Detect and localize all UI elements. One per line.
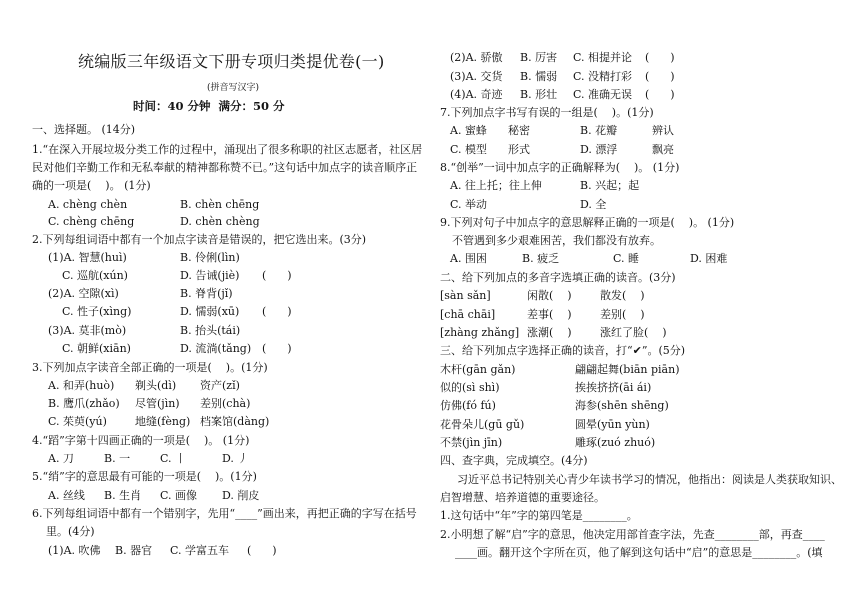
option: C. 巡航(xún) bbox=[62, 269, 128, 282]
option: B. 疲乏 bbox=[522, 252, 560, 265]
option: C. 茱萸(yú) bbox=[48, 415, 107, 428]
option: C. 朝鲜(xiān) bbox=[62, 342, 131, 355]
option: D. 丿 bbox=[222, 452, 249, 465]
pronunciation-item: 圆晕(yūn yùn) bbox=[575, 418, 650, 431]
option-word: 秘密 bbox=[508, 124, 530, 137]
option: B. 器官 bbox=[115, 544, 153, 557]
question-text: 2.小明想了解“启”字的意思，他决定用部首查字法，先查________部，再查____ bbox=[440, 528, 825, 541]
answer-blank: ( ) bbox=[645, 88, 675, 101]
exam-subtitle: (拼音写汉字) bbox=[207, 83, 260, 93]
question-text: ____画。翻开这个字所在页，他了解到这句话中“启”的意思是________。(填 bbox=[455, 546, 823, 559]
reading-paragraph: 习近平总书记特别关心青少年读书学习的情况，他指出：阅读是人类获取知识、 bbox=[457, 473, 842, 486]
option: A. 往上托；往上伸 bbox=[450, 179, 542, 192]
option: C. 相提并论 bbox=[573, 51, 633, 64]
option: C. 画像 bbox=[160, 489, 198, 502]
question-text: 确的一项是( )。 (1分) bbox=[32, 179, 151, 192]
question-text: 3.下列加点字读音全部正确的一项是( )。(1分) bbox=[32, 361, 268, 374]
option: D. 全 bbox=[580, 198, 607, 211]
section-heading-polyphone: 二、给下列加点的多音字选填正确的读音。(3分) bbox=[440, 271, 676, 284]
answer-blank: ( ) bbox=[262, 305, 292, 318]
option: A. 丝线 bbox=[48, 489, 85, 502]
question-text: 1.这句话中“年”字的第四笔是________。 bbox=[440, 509, 638, 522]
option: (2)A. 骄傲 bbox=[450, 51, 503, 64]
section-heading-dictionary: 四、查字典，完成填空。(4分) bbox=[440, 454, 588, 467]
option: B. 鹰爪(zhǎo) bbox=[48, 397, 120, 410]
option: (3)A. 交货 bbox=[450, 70, 503, 83]
question-text: 民对他们辛勤工作和无私奉献的精神都称赞不已。”这句话中加点字的读音顺序正 bbox=[32, 161, 418, 174]
exam-title: 统编版三年级语文下册专项归类提优卷(一) bbox=[78, 52, 385, 71]
option-word: 飘亮 bbox=[652, 143, 674, 156]
question-text: 8.“创举”一词中加点字的正确解释为( )。 (1分) bbox=[440, 161, 680, 174]
option-word: 资产(zǐ) bbox=[200, 379, 240, 392]
option-word: 尽管(jìn) bbox=[135, 397, 180, 410]
option-word: 辨认 bbox=[652, 124, 674, 137]
option: B. 形壮 bbox=[520, 88, 558, 101]
pinyin-choices: [chā chāi] bbox=[440, 308, 496, 321]
option: (4)A. 奇迹 bbox=[450, 88, 503, 101]
option: A. 刀 bbox=[48, 452, 74, 465]
option: D. 懦弱(xū) bbox=[180, 305, 240, 318]
option: C. chèng chēng bbox=[48, 215, 135, 228]
option: D. chèn chèng bbox=[180, 215, 260, 228]
option: B. 懦弱 bbox=[520, 70, 558, 83]
question-text: 7.下列加点字书写有误的一组是( )。(1分) bbox=[440, 106, 654, 119]
exam-time-score: 时间：40 分钟 满分：50 分 bbox=[133, 99, 285, 113]
reading-paragraph: 启智增慧、培养道德的重要途径。 bbox=[440, 491, 605, 504]
fill-word: 涨潮( ) bbox=[527, 326, 572, 339]
option: B. 生肖 bbox=[104, 489, 142, 502]
option: C. 睡 bbox=[613, 252, 640, 265]
option: C. 模型 bbox=[450, 143, 488, 156]
pronunciation-item: 木杆(gān gǎn) bbox=[440, 363, 516, 376]
pronunciation-item: 翩翩起舞(biān piān) bbox=[575, 363, 680, 376]
option: B. 一 bbox=[104, 452, 131, 465]
option: (2)A. 空隙(xì) bbox=[48, 287, 119, 300]
answer-blank: ( ) bbox=[262, 269, 292, 282]
answer-blank: ( ) bbox=[645, 70, 675, 83]
fill-word: 差别( ) bbox=[600, 308, 645, 321]
option: D. 漂浮 bbox=[580, 143, 618, 156]
fill-word: 涨红了脸( ) bbox=[600, 326, 667, 339]
option: (1)A. 智慧(huì) bbox=[48, 251, 127, 264]
answer-blank: ( ) bbox=[645, 51, 675, 64]
answer-blank: ( ) bbox=[262, 342, 292, 355]
section-heading-pronunciation: 三、给下列加点字选择正确的读音，打“✔”。(5分) bbox=[440, 344, 686, 357]
option: C. 性子(xìng) bbox=[62, 305, 132, 318]
pronunciation-item: 不禁(jìn jīn) bbox=[440, 436, 503, 449]
option: B. 厉害 bbox=[520, 51, 558, 64]
fill-word: 差事( ) bbox=[527, 308, 572, 321]
option-word: 形式 bbox=[508, 143, 530, 156]
pronunciation-item: 花骨朵儿(gū gǔ) bbox=[440, 418, 525, 431]
pinyin-choices: [sàn sǎn] bbox=[440, 289, 491, 302]
option-word: 地缝(fèng) bbox=[135, 415, 191, 428]
option: B. 抬头(tái) bbox=[180, 324, 241, 337]
option: (1)A. 吹佛 bbox=[48, 544, 101, 557]
option: A. 蜜蜂 bbox=[450, 124, 487, 137]
option: C. 准确无误 bbox=[573, 88, 633, 101]
option: A. 和弄(huò) bbox=[48, 379, 115, 392]
option: B. 花瓣 bbox=[580, 124, 618, 137]
option: C. 丨 bbox=[160, 452, 187, 465]
pronunciation-item: 海参(shēn shēng) bbox=[575, 399, 669, 412]
pronunciation-item: 雕琢(zuó zhuó) bbox=[575, 436, 656, 449]
pronunciation-item: 仿佛(fó fú) bbox=[440, 399, 496, 412]
pronunciation-item: 挨挨挤挤(āi ái) bbox=[575, 381, 652, 394]
option: B. 脊背(jǐ) bbox=[180, 287, 233, 300]
option: C. 没精打彩 bbox=[573, 70, 633, 83]
option: C. 举动 bbox=[450, 198, 488, 211]
option: A. 围困 bbox=[450, 252, 487, 265]
option: B. 兴起；起 bbox=[580, 179, 640, 192]
question-text: 9.下列对句子中加点字的意思解释正确的一项是( )。 (1分) bbox=[440, 216, 735, 229]
option: D. 困难 bbox=[690, 252, 728, 265]
question-text: 2.下列每组词语中都有一个加点字读音是错误的，把它选出来。(3分) bbox=[32, 233, 367, 246]
question-text: 1.“在深入开展垃圾分类工作的过程中，涌现出了很多称职的社区志愿者，社区居 bbox=[32, 143, 423, 156]
option: D. 告诫(jiè) bbox=[180, 269, 240, 282]
option: B. 伶俐(lìn) bbox=[180, 251, 240, 264]
option-word: 剃头(dì) bbox=[135, 379, 177, 392]
fill-word: 闲散( ) bbox=[527, 289, 572, 302]
option: A. chèng chèn bbox=[48, 198, 128, 211]
fill-word: 散发( ) bbox=[600, 289, 645, 302]
option: C. 学富五车 bbox=[170, 544, 230, 557]
question-text: 里。(4分) bbox=[46, 525, 95, 538]
option-word: 差别(chà) bbox=[200, 397, 251, 410]
example-sentence: 不管遇到多少艰难困苦，我们都没有放弃。 bbox=[452, 234, 661, 247]
option: B. chèn chēng bbox=[180, 198, 260, 211]
section-heading-choice: 一、选择题。 (14分) bbox=[32, 123, 136, 136]
pronunciation-item: 似的(sì shì) bbox=[440, 381, 500, 394]
question-text: 4.“蹈”字第十四画正确的一项是( )。 (1分) bbox=[32, 434, 250, 447]
option: D. 流淌(tǎng) bbox=[180, 342, 252, 355]
option: (3)A. 莫非(mò) bbox=[48, 324, 127, 337]
question-text: 5.“绡”字的意思最有可能的一项是( )。(1分) bbox=[32, 470, 257, 483]
option-word: 档案馆(dàng) bbox=[200, 415, 270, 428]
question-text: 6.下列每组词语中都有一个错别字，先用“____”画出来，再把正确的字写在括号 bbox=[32, 507, 417, 520]
pinyin-choices: [zhàng zhǎng] bbox=[440, 326, 520, 339]
answer-blank: ( ) bbox=[247, 544, 277, 557]
option: D. 削皮 bbox=[222, 489, 260, 502]
